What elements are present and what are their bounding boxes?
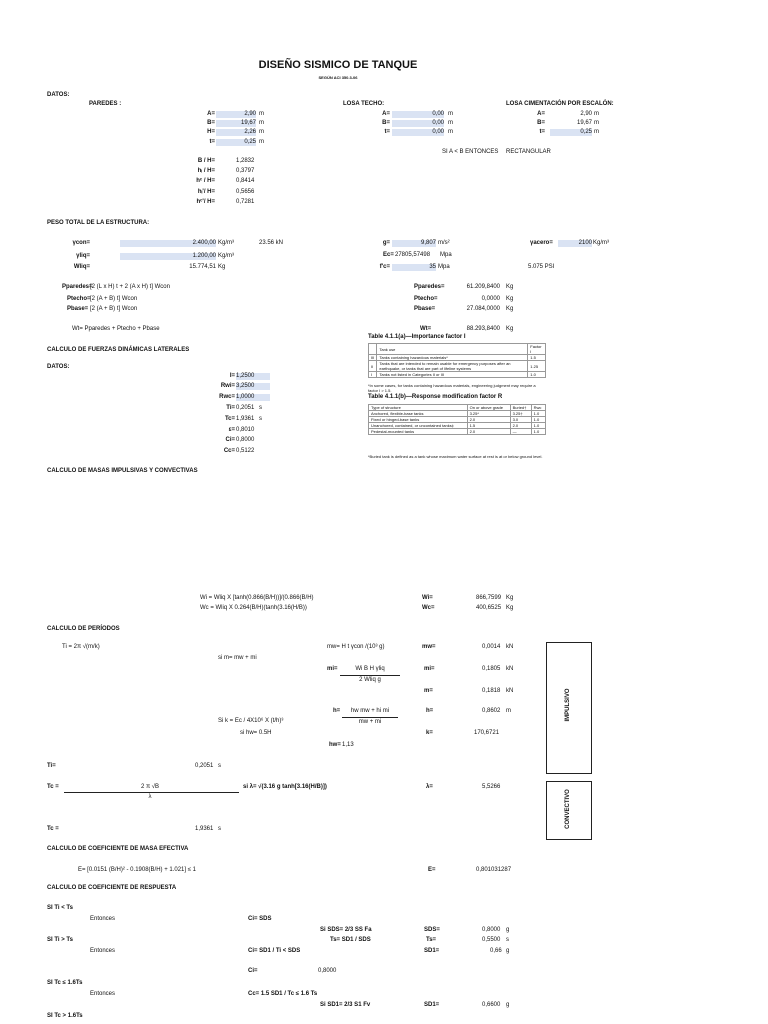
ratio-value: 0,3797 [236, 168, 255, 174]
mw-res: 0,0014 [482, 644, 501, 650]
datos2-label-item: Tc= [224, 416, 235, 422]
techo-b-unit: m [448, 120, 453, 126]
table-cell: 1.25 [528, 361, 546, 372]
k-res-label: k= [426, 730, 433, 736]
masa-efectiva-res-label: E= [428, 867, 436, 873]
table-cell: Pedestal-mounted tanks [369, 429, 468, 435]
gamma-liq-unit: Kg/m³ [218, 253, 235, 259]
ti-unit: s [218, 763, 221, 769]
paredes-b-label: B= [207, 120, 215, 126]
gamma-acero-label: γacero= [530, 240, 553, 246]
mi-res-label: mi= [424, 666, 435, 672]
table-cell: Type of structure [369, 405, 468, 411]
table-cell: 3.0 [510, 417, 531, 423]
convectivo-label: CONVECTIVO [565, 789, 571, 829]
table-cell: — [510, 429, 531, 435]
tc-denominator: λ [148, 794, 152, 800]
paredes-t-value: 0,25 [216, 139, 256, 146]
h-label: h= [333, 708, 341, 714]
masas-label: CALCULO DE MASAS IMPULSIVAS Y CONVECTIVAS [47, 468, 198, 474]
table-cell: 1.0 [531, 411, 545, 417]
gamma-acero-value: 2100 [558, 240, 592, 247]
periodos-label: CALCULO DE PERÍODOS [47, 626, 120, 632]
ts-label: Ts= [426, 937, 437, 943]
fc-extra: 5.075 PSI [528, 264, 555, 270]
ratio-label: hᵢ / H= [197, 168, 215, 174]
lambda-label: λ= [426, 784, 433, 790]
formula-res-label: Ptecho= [414, 296, 438, 302]
ci-label: Ci= [248, 968, 258, 974]
table-cell: Anchored, flexible-base tanks [369, 411, 468, 417]
datos2-value: 0,8000 [236, 437, 255, 443]
losa-techo-label: LOSA TECHO: [343, 101, 385, 107]
mi-numerator: Wi B H γliq [355, 666, 385, 672]
sds-formula: Si SDS= 2/3 SS Fa [320, 927, 372, 933]
tc2-label: Tc = [47, 826, 59, 832]
mi-label: mi= [327, 666, 338, 672]
paredes-h-unit: m [259, 129, 264, 135]
tc-numerator: 2 π √B [140, 784, 160, 790]
formula-res: 0,0000 [481, 296, 500, 302]
g-value: 9,807 [392, 240, 436, 247]
table-cell: 3.25* [467, 411, 510, 417]
response-table-title: Table 4.1.1(b)—Response modification factor R [368, 394, 503, 400]
entonces-3: Entonces [90, 991, 116, 997]
formula-text: [2 (L x H) t + 2 (A x H) t] Wcon [90, 284, 170, 290]
wi-unit: Kg [506, 595, 514, 601]
paredes-a-unit: m [259, 111, 264, 117]
table-cell: 2.0 [467, 417, 510, 423]
cim-a-unit: m [594, 111, 599, 117]
datos2-label-item: ε= [228, 427, 235, 433]
cim-t-value: 0,25 [550, 129, 592, 136]
h-res: 0,8602 [482, 708, 501, 714]
gamma-con-value: 2.400,00 [120, 240, 216, 247]
datos2-unit: s [259, 405, 262, 411]
formula-unit: Kg [506, 296, 514, 302]
page-subtitle: SEGÚN ACI 350.3-06 [318, 75, 358, 80]
datos2-value: 0,5122 [236, 448, 255, 454]
ratio-value: 0,8414 [236, 178, 255, 184]
datos2-label-item: I= [229, 373, 235, 379]
formula-res-label: Pparedes= [414, 284, 445, 290]
tc-label: Tc = [47, 784, 59, 790]
table-cell: III [369, 355, 377, 361]
table-cell: 2.0 [467, 429, 510, 435]
datos-label: DATOS: [47, 92, 70, 98]
ratio-value: 0,7281 [236, 199, 255, 205]
wc-res: 400,6525 [476, 605, 502, 611]
paredes-b-value: 19,67 [216, 120, 256, 127]
wt-formula: Wt= Pparedes + Ptecho + Pbase [72, 326, 160, 332]
h-unit: m [506, 708, 511, 714]
wi-res-label: Wi= [422, 595, 433, 601]
ratio-label: hᵢ'/ H= [197, 189, 215, 195]
sd1b-res: 0,6600 [482, 1002, 501, 1008]
w-liq-label: Wliq= [73, 264, 90, 270]
condicion-3: SI Tc ≤ 1.6Ts [47, 980, 83, 986]
fc-value: 35 [392, 264, 436, 271]
formula-res: 27.084,0000 [466, 306, 500, 312]
cim-b-label: B= [537, 120, 545, 126]
paredes-h-label: H= [207, 129, 215, 135]
datos2-label-item: Ti= [226, 405, 235, 411]
g-label: g= [382, 240, 390, 246]
techo-b-label: B= [382, 120, 390, 126]
datos2-label-item: Rwc= [219, 394, 235, 400]
m-unit: kN [506, 688, 514, 694]
paredes-b-unit: m [259, 120, 264, 126]
sds-res: 0,8000 [482, 927, 501, 933]
condicion-2: SI Ti > Ts [47, 937, 73, 943]
ec-label: Ec= [383, 252, 394, 258]
mi-res: 0,1805 [482, 666, 501, 672]
sds-unit: g [506, 927, 510, 933]
datos2-label: DATOS: [47, 364, 70, 370]
gamma-liq-label: γliq= [76, 253, 90, 259]
losa-cim-label: LOSA CIMENTACIÓN POR ESCALÓN: [506, 101, 614, 107]
datos2-label-item: Rwi= [220, 383, 235, 389]
h-res-label: h= [426, 708, 434, 714]
entonces-1: Entonces [90, 916, 116, 922]
m-label: m= [424, 688, 433, 694]
gamma-liq-value: 1.200,00 [120, 253, 216, 260]
masa-efectiva-formula: E= [0.0151 (B/H)² - 0.1908(B/H) + 1.021] ≤ 1 [78, 867, 197, 873]
table-cell: Buried† [510, 405, 531, 411]
ti-label: Ti= [47, 763, 56, 769]
gamma-acero-unit: Kg/m³ [593, 240, 610, 246]
h-numerator: hw mw + hi mi [350, 708, 390, 714]
table-cell: Rwc [531, 405, 545, 411]
fc-label: f'c= [379, 264, 390, 270]
wc-formula: Wc = Wliq X 0.264(B/H)(tanh(3.16(H/B)) [200, 605, 307, 611]
wi-formula: Wi = Wliq X [tanh(0.866(B/H))]/(0.866(B/H) [200, 595, 314, 601]
ratio-label: hᶜ / H= [196, 178, 215, 184]
ts-unit: s [506, 937, 509, 943]
formula-text: [2 (A + B) t] Wcon [90, 296, 138, 302]
paredes-a-label: A= [207, 111, 215, 117]
tc2-unit: s [218, 826, 221, 832]
cim-b-value: 19,67 [576, 120, 592, 126]
table-cell: II [369, 361, 377, 372]
gamma-con-unit: Kg/m³ [218, 240, 235, 246]
techo-t-unit: m [448, 129, 453, 135]
k-res: 170,6721 [474, 730, 500, 736]
table-cell: 2.0 [510, 423, 531, 429]
formula-label: Pbase= [67, 306, 89, 312]
cim-a-label: A= [537, 111, 545, 117]
table-cell: 1.0 [528, 372, 546, 378]
wi-res: 866,7599 [476, 595, 502, 601]
response-table-note: *Buried tank is defined as a tank whose maximum water surface at rest is at or below ground level. [368, 454, 543, 459]
datos2-value: 0,8010 [236, 427, 255, 433]
cim-t-label: t= [539, 129, 545, 135]
peso-total-label: PESO TOTAL DE LA ESTRUCTURA: [47, 220, 150, 226]
formula-res: 61.209,8400 [466, 284, 500, 290]
table-cell: On or above grade [467, 405, 510, 411]
paredes-label: PAREDES : [89, 101, 122, 107]
datos2-label-item: Ci= [225, 437, 235, 443]
tc2-res: 1,9361 [195, 826, 214, 832]
table-cell: 1.5 [467, 423, 510, 429]
respuesta-label: CALCULO DE COEFICIENTE DE RESPUESTA [47, 885, 177, 891]
k-formula: Si k = Ec / 4X10⁶ X (t/h)³ [218, 718, 284, 724]
mw-label: mw= [422, 644, 436, 650]
table-row [369, 429, 546, 435]
response-table [368, 404, 546, 435]
hw-res: 1,13 [342, 742, 354, 748]
sd1b-unit: g [506, 1002, 510, 1008]
mi-unit: kN [506, 666, 514, 672]
ec-unit: Mpa [440, 252, 452, 258]
lambda-res: 5,5266 [482, 784, 501, 790]
ts-res: 0,5500 [482, 937, 501, 943]
formula-unit: Kg [506, 306, 514, 312]
techo-t-value: 0,00 [392, 129, 444, 136]
sd1b-label: SD1= [424, 1002, 440, 1008]
wc-unit: Kg [506, 605, 514, 611]
fraction-line [64, 792, 239, 793]
table-cell [369, 344, 377, 355]
w-liq-unit: Kg [218, 264, 226, 270]
table-cell: 1.0 [531, 423, 545, 429]
datos2-label-item: Cc= [223, 448, 235, 454]
mw-formula: mw= H t γcon /(10³ g) [327, 644, 385, 650]
impulsivo-label: IMPULSIVO [565, 688, 571, 722]
lambda-formula: si λ= √(3.16 g tanh[3.16(H/B)]) [243, 784, 327, 790]
cim-a-value: 2,90 [580, 111, 592, 117]
datos2-value: 1,9361 [236, 416, 255, 422]
m-res: 0,1818 [482, 688, 501, 694]
entonces-2: Entonces [90, 948, 116, 954]
table-cell: Fixed or hinged-base tanks [369, 417, 468, 423]
masa-efectiva-label: CALCULO DE COEFICIENTE DE MASA EFECTIVA [47, 846, 189, 852]
ti-res: 0,2051 [195, 763, 214, 769]
condicion-4: SI Tc > 1.6Ts [47, 1013, 83, 1019]
sd1-res: 0,66 [490, 948, 502, 954]
datos2-value: 3,2500 [236, 383, 270, 390]
fraction-line [340, 675, 400, 676]
table-cell: Tanks containing hazardous materials* [377, 355, 528, 361]
datos2-value: 1,2500 [236, 373, 270, 380]
techo-a-value: 0,00 [392, 111, 444, 118]
table-cell: Tanks not listed in Categories II or III [377, 372, 528, 378]
importance-table-title: Table 4.1.1(a)—Importance factor I [368, 334, 466, 340]
hw-formula: si hw= 0.5H [240, 730, 272, 736]
sd1-formula: Si SD1= 2/3 S1 Fv [320, 1002, 371, 1008]
importance-table [368, 343, 546, 378]
g-unit: m/s² [438, 240, 450, 246]
table-row [369, 372, 546, 378]
ratio-label: hᶜ'/ H= [196, 199, 215, 205]
paredes-a-value: 2,90 [216, 111, 256, 118]
datos2-value: 0,2051 [236, 405, 255, 411]
gamma-con-label: γcon= [72, 240, 90, 246]
condicion-text: SI A < B ENTONCES [442, 149, 499, 155]
cim-b-unit: m [594, 120, 599, 126]
condicion-value: RECTANGULAR [506, 149, 551, 155]
formula-res-label: Pbase= [414, 306, 436, 312]
si-m: si m= mw + mi [218, 655, 257, 661]
h-denominator: mw + mi [358, 719, 382, 725]
ec-value: 27805,57498 [395, 252, 431, 258]
wc-res-label: Wc= [422, 605, 435, 611]
ti-formula: Ti = 2π √(m/k) [62, 644, 100, 650]
ci-1: Ci= SDS [248, 916, 272, 922]
fc-unit: Mpa [438, 264, 450, 270]
table-cell: Tank use [377, 344, 528, 355]
formula-label: Ptecho= [67, 296, 91, 302]
table-cell: I [369, 372, 377, 378]
ratio-value: 0,5656 [236, 189, 255, 195]
table-cell: 1.5 [528, 355, 546, 361]
ci-2: Ci= SD1 / Ti < SDS [248, 948, 301, 954]
ts-formula: Ts= SD1 / SDS [330, 937, 371, 943]
ratio-label: B / H= [197, 158, 215, 164]
sd1-unit: g [506, 948, 510, 954]
sds-label: SDS= [424, 927, 440, 933]
sd1-label: SD1= [424, 948, 440, 954]
table-row [369, 361, 546, 372]
paredes-t-unit: m [259, 139, 264, 145]
table-cell: 1.0 [531, 429, 545, 435]
page-title: DISEÑO SISMICO DE TANQUE [258, 59, 418, 71]
formula-text: [2 (A + B) t] Wcon [90, 306, 138, 312]
fraction-line [342, 717, 398, 718]
formula-label: Pparedes= [62, 284, 93, 290]
masa-efectiva-res: 0,801031287 [476, 867, 512, 873]
table-cell: 3.25† [510, 411, 531, 417]
table-cell: 1.0 [531, 417, 545, 423]
datos2-unit: s [259, 416, 262, 422]
mi-denominator: 2 Wliq g [359, 677, 381, 683]
fuerzas-label: CALCULO DE FUERZAS DINÁMICAS LATERALES [47, 347, 190, 353]
ci-res: 0,8000 [318, 968, 337, 974]
techo-t-label: t= [384, 129, 390, 135]
mw-unit: kN [506, 644, 514, 650]
wt-res: 88.293,8400 [466, 326, 500, 332]
techo-a-unit: m [448, 111, 453, 117]
table-cell: Factor I [528, 344, 546, 355]
table-cell: Tanks that are intended to remain usable for emergency purposes after an earthquake, or tanks that are part of lifeline systems [377, 361, 528, 372]
formula-unit: Kg [506, 284, 514, 290]
importance-table-note: *In some cases, for tanks containing hazardous materials, engineering judgment may require a factor I > 1.5. [368, 383, 536, 393]
table-cell: Unanchored, contained, or uncontained tanks‡ [369, 423, 468, 429]
cim-t-unit: m [594, 129, 599, 135]
paredes-t-label: t= [209, 139, 215, 145]
cc-3: Cc= 1.5 SD1 / Tc ≤ 1.6 Ts [248, 991, 318, 997]
ratio-value: 1,2832 [236, 158, 255, 164]
wt-unit: Kg [506, 326, 514, 332]
hw-label: hw= [329, 742, 341, 748]
paredes-h-value: 2,26 [216, 129, 256, 136]
techo-a-label: A= [382, 111, 390, 117]
techo-b-value: 0,00 [392, 120, 444, 127]
wt-res-label: Wt= [420, 326, 432, 332]
w-liq-value: 15.774,51 [189, 264, 216, 270]
gamma-con-extra: 23.56 kN [259, 240, 284, 246]
datos2-value: 1,0000 [236, 394, 270, 401]
table-row [369, 344, 546, 355]
condicion-1: SI Ti < Ts [47, 905, 73, 911]
